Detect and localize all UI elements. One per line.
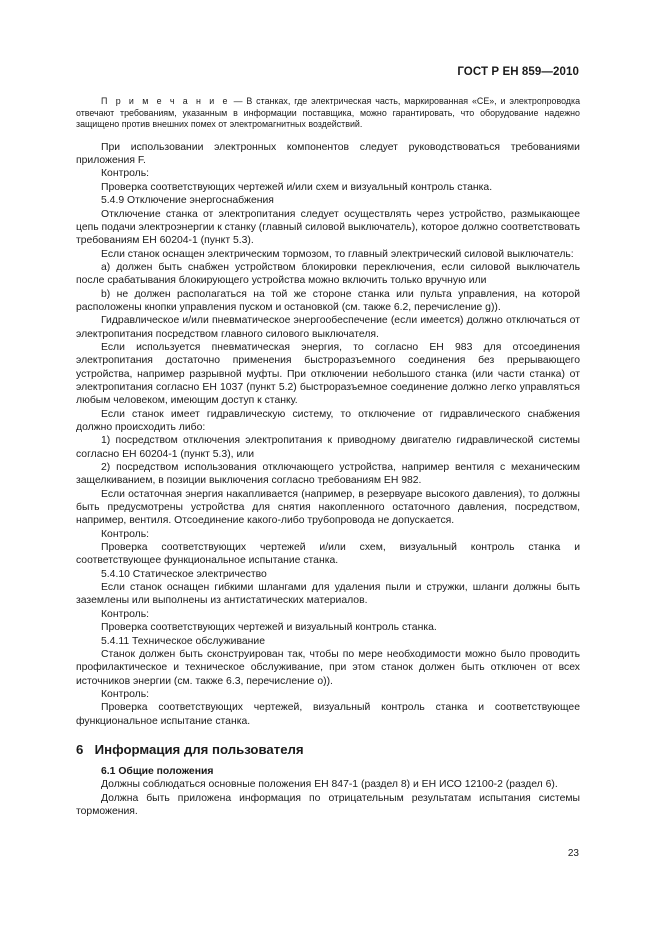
paragraph: Если станок оснащен гибкими шлангами для удаления пыли и стружки, шланги должны быть заземлены или выполнены из антистатических материалов.	[76, 582, 580, 607]
paragraph: Должны соблюдаться основные положения ЕН 847-1 (раздел 8) и ЕН ИСО 12100-2 (раздел 6).	[101, 779, 558, 791]
subsection-heading: 6.1 Общие положения	[101, 765, 214, 777]
document-header: ГОСТ Р ЕН 859—2010	[457, 66, 579, 78]
paragraph: Проверка соответствующих чертежей и/или схем и визуальный контроль станка.	[101, 181, 493, 193]
paragraph: Проверка соответствующих чертежей, визуальный контроль станка и соответствующее функциональное испытание станка.	[76, 702, 580, 727]
subsection-heading: 5.4.9 Отключение энергоснабжения	[101, 195, 274, 207]
paragraph: Гидравлическое и/или пневматическое энергообеспечение (если имеется) должно отключаться от электропитания посредством главного силового выключателя.	[76, 315, 580, 340]
list-item: b) не должен располагаться на той же стороне станка или пульта управления, на которой расположены кнопки управления пуском и остановкой (см. также 6.2, перечисление g)).	[76, 288, 580, 313]
paragraph: Проверка соответствующих чертежей и визуальный контроль станка.	[101, 622, 437, 634]
section-heading	[76, 742, 580, 757]
paragraph: Если остаточная энергия накапливается (например, в резервуаре высокого давления), то должны быть предусмотрены устройства для снятия накопленного остаточного давления, посредством, например, вентиля. Отсоединение какого-либо трубопровода не допускается.	[76, 488, 580, 527]
section-title: Информация для пользователя	[94, 741, 304, 757]
paragraph: Если используется пневматическая энергия, то согласно ЕН 983 для отсоединения электропитания достаточно применения быстроразъемного соединения без прерывающего устройства, например разрывной муфты. При отключении небольшого станка (или части станка) от электропитания согласно ЕН 1037 (пункт 5.2) быстроразъемное соединение должно легко управляться любым человеком, имеющим доступ к станку.	[76, 341, 580, 407]
paragraph: Контроль:	[101, 528, 150, 540]
paragraph: Если станок оснащен электрическим тормозом, то главный электрический силовой выключатель:	[101, 248, 574, 260]
paragraph: Контроль:	[101, 688, 150, 700]
list-item: 1) посредством отключения электропитания к приводному двигателю гидравлической системы согласно ЕН 60204-1 (пункт 5.3), или	[76, 435, 580, 460]
page-content	[76, 96, 580, 818]
note-paragraph	[76, 96, 580, 131]
note-label: П р и м е ч а н и е	[101, 96, 230, 106]
section-number: 6	[76, 741, 84, 757]
paragraph: Проверка соответствующих чертежей и/или схем, визуальный контроль станка и соответствующее функциональное испытание станка.	[76, 542, 580, 567]
paragraph: Контроль:	[101, 608, 150, 620]
subsection-heading: 5.4.10 Статическое электричество	[101, 568, 267, 580]
page-number: 23	[567, 848, 579, 859]
paragraph: Должна быть приложена информация по отрицательным результатам испытания системы торможения.	[76, 792, 580, 817]
paragraph: Отключение станка от электропитания следует осуществлять через устройство, размыкающее цепь подачи электроэнергии к станку (главный силовой выключатель), которое должно соответствовать требованиям ЕН 60204-1 (пункт 5.3).	[76, 208, 580, 247]
list-item: а) должен быть снабжен устройством блокировки переключения, если силовой выключатель после срабатывания блокирующего устройства можно включить только вручную или	[76, 261, 580, 287]
subsection-heading: 5.4.11 Техническое обслуживание	[101, 635, 265, 647]
note-text: — В станках, где электрическая часть, маркированная «CE», и электропроводка отвечают требованиям, указанным в информации поставщика, можно гарантировать, что оборудование надежно защищено против внешних помех от электромагнитных воздействий.	[76, 96, 581, 130]
paragraph: Контроль:	[101, 168, 150, 180]
paragraph: Станок должен быть сконструирован так, чтобы по мере необходимости можно было проводить профилактическое и техническое обслуживание, при этом станок должен быть отключен от всех источников энергии (см. также 6.3, перечисление o)).	[76, 648, 580, 687]
paragraph: Если станок имеет гидравлическую систему, то отключение от гидравлического снабжения должно происходить либо:	[76, 408, 580, 433]
list-item: 2) посредством использования отключающего устройства, например вентиля с механическим защелкиванием, в позиции выключения согласно требованиям ЕН 982.	[76, 462, 580, 487]
paragraph: При использовании электронных компонентов следует руководствоваться требованиями приложения F.	[76, 141, 580, 167]
